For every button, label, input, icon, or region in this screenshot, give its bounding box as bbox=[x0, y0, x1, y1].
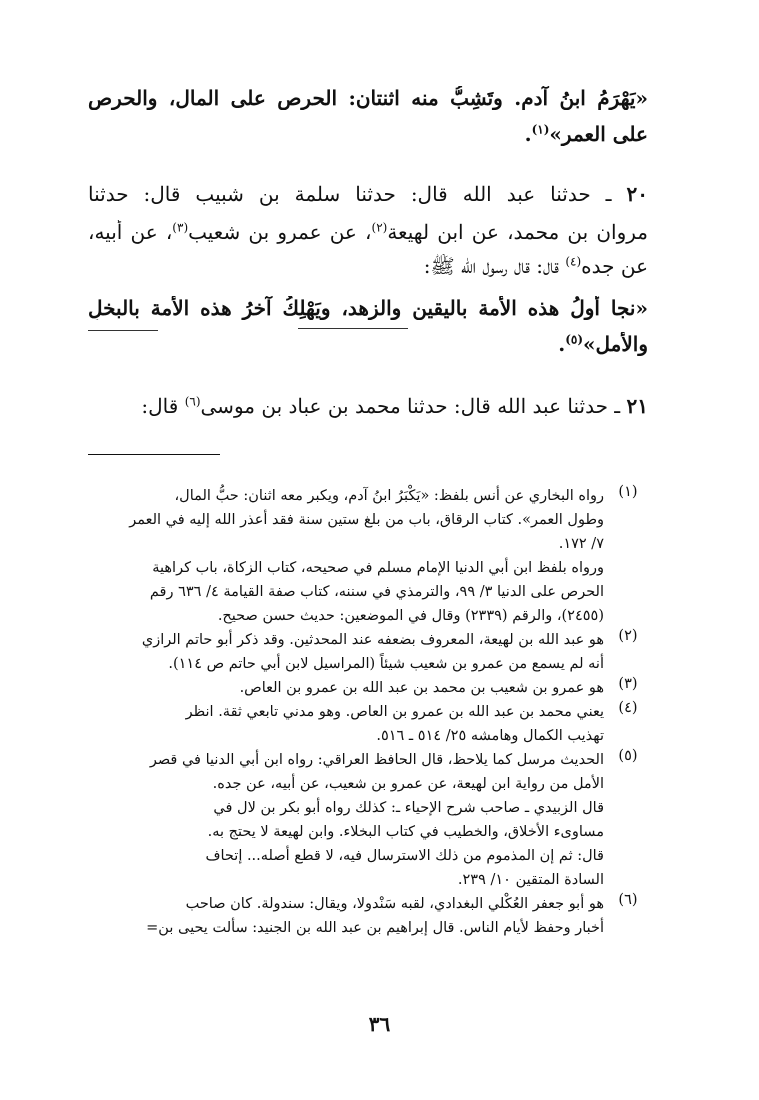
footnote-1 bbox=[88, 484, 648, 628]
entry-20-line-3 bbox=[88, 254, 648, 283]
footnote-4-line-2: تهذيب الكمال وهامشه ٢٥/ ٥١٤ ـ ٥١٦. bbox=[376, 728, 604, 744]
footnote-ref-3: (٣) bbox=[172, 220, 189, 235]
footnote-separator bbox=[88, 454, 220, 455]
entry-20-line-1 bbox=[88, 182, 648, 206]
footnote-1-line-6: (٢٤٥٥)، والرقم (٢٣٣٩) وقال في الموضعين: حديث حسن صحيح. bbox=[217, 608, 604, 624]
footnote-ref-6: (٦) bbox=[184, 394, 201, 409]
footnote-1-line-4: ورواه بلفظ ابن أبي الدنيا الإمام مسلم في صحيحه، كتاب الزكاة، باب كراهية bbox=[152, 560, 604, 576]
hadith-line-2-text: والأمل» bbox=[583, 332, 648, 356]
footnote-5-number: (٥) bbox=[618, 748, 638, 764]
footnote-3-line-1: هو عمرو بن شعيب بن محمد بن عبد الله بن عمرو بن العاص. bbox=[239, 680, 604, 696]
footnote-ref-2: (٢) bbox=[371, 220, 388, 235]
entry-20-line-3-a: عن جده bbox=[581, 254, 648, 278]
footnote-3 bbox=[88, 676, 648, 700]
quote-line-2-text: على العمر» bbox=[549, 122, 648, 146]
entry-20-line-3-b: قال: قال رسول الله ﷺ: bbox=[423, 254, 566, 278]
entry-21-number: ٢١ bbox=[626, 394, 648, 418]
footnote-1-line-2: وطول العمر». كتاب الرقاق، باب من بلغ ستين سنة فقد أعذر الله إليه في العمر bbox=[129, 512, 604, 528]
footnote-ref-4: (٤) bbox=[565, 254, 582, 269]
entry-20-text: ـ حدثنا عبد الله قال: حدثنا سلمة بن شبيب قال: حدثنا bbox=[88, 182, 612, 206]
footnote-5-line-5: قال: ثم إن المذموم من ذلك الاسترسال فيه، لا قطع أصله... إتحاف bbox=[205, 848, 604, 864]
footnote-5-line-3: قال الزبيدي ـ صاحب شرح الإحياء ـ: كذلك رواه أبو بكر بن لال في bbox=[213, 800, 604, 816]
footnote-3-number: (٣) bbox=[618, 676, 638, 692]
quote-line-1: «يَهْرَمُ ابنُ آدم. وتَشِبُّ منه اثنتان: الحرص على المال، والحرص bbox=[88, 86, 648, 110]
footnote-ref-1: (١) bbox=[531, 122, 550, 137]
footnote-5-line-6: السادة المتقين ١٠/ ٢٣٩. bbox=[457, 872, 604, 888]
footnote-4 bbox=[88, 700, 648, 748]
entry-20-line-2-b: ، عن عمرو بن شعيب bbox=[188, 220, 372, 244]
footnote-1-line-3: ٧/ ١٧٢. bbox=[558, 536, 604, 552]
footnote-5 bbox=[88, 748, 648, 892]
footnote-5-line-1: الحديث مرسل كما يلاحظ، قال الحافظ العراقي: رواه ابن أبي الدنيا في قصر bbox=[149, 752, 604, 768]
footnote-6 bbox=[88, 892, 648, 940]
footnote-2 bbox=[88, 628, 648, 676]
hadith-line-2-end: . bbox=[558, 332, 566, 356]
footnote-2-line-1: هو عبد الله بن لهيعة، المعروف بضعفه عند المحدثين. وقد ذكر أبو حاتم الرازي bbox=[141, 632, 604, 648]
quote-line-2 bbox=[88, 122, 648, 146]
footnotes bbox=[88, 484, 648, 940]
footnote-4-line-1: يعني محمد بن عبد الله بن عمرو بن العاص. وهو مدني تابعي ثقة. انظر bbox=[185, 704, 604, 720]
hadith-line-1: «نجا أولُ هذه الأمة باليقين والزهد، ويَهْلِكُ آخرُ هذه الأمة بالبخلِ bbox=[88, 296, 648, 320]
entry-20-number: ٢٠ bbox=[626, 182, 648, 206]
footnote-2-line-2: أنه لم يسمع من عمرو بن شعيب شيئاً (المراسيل لابن أبي حاتم ص ١١٤). bbox=[168, 656, 604, 672]
entry-21-text: ـ حدثنا عبد الله قال: حدثنا محمد بن عباد بن موسى bbox=[200, 394, 621, 418]
footnote-6-number: (٦) bbox=[618, 892, 638, 908]
footnote-5-line-4: مساوىء الأخلاق، والخطيب في كتاب البخلاء. وابن لهيعة لا يحتج به. bbox=[207, 824, 604, 840]
footnote-2-number: (٢) bbox=[618, 628, 638, 644]
handwritten-underline-2 bbox=[88, 330, 158, 331]
hadith-line-2 bbox=[88, 332, 648, 356]
footnote-5-line-2: الأمل من رواية ابن لهيعة، عن عمرو بن شعيب، عن أبيه، عن جده. bbox=[212, 776, 604, 792]
entry-21-line bbox=[88, 394, 648, 418]
entry-20-line-2-c: ، عن أبيه، bbox=[88, 220, 173, 244]
entry-20-line-2-a: مروان بن محمد، عن ابن لهيعة bbox=[387, 220, 648, 244]
footnote-1-line-5: الحرص على الدنيا ٣/ ٩٩، والترمذي في سننه، كتاب صفة القيامة ٤/ ٦٣٦ رقم bbox=[149, 584, 604, 600]
footnote-6-line-1: هو أبو جعفر العُكْلي البغدادي، لقبه سَنْدولا، ويقال: سندولة. كان صاحب bbox=[185, 896, 604, 912]
page-number: ٣٦ bbox=[368, 1012, 391, 1036]
entry-21-end: قال: bbox=[141, 394, 185, 418]
footnote-1-line-1: رواه البخاري عن أنس بلفظ: «يَكْبَرُ ابنُ آدم، ويكبر معه اثنان: حبُّ المال، bbox=[174, 488, 604, 504]
footnote-ref-5: (٥) bbox=[565, 332, 584, 347]
footnote-1-number: (١) bbox=[618, 484, 638, 500]
handwritten-underline-1 bbox=[298, 328, 408, 329]
entry-20-line-2 bbox=[88, 220, 648, 244]
footnote-6-line-2: أخبار وحفظ لأيام الناس. قال إبراهيم بن عبد الله بن الجنيد: سألت يحيى بن= bbox=[146, 920, 604, 936]
quote-line-2-end: . bbox=[524, 122, 532, 146]
footnote-4-number: (٤) bbox=[618, 700, 638, 716]
